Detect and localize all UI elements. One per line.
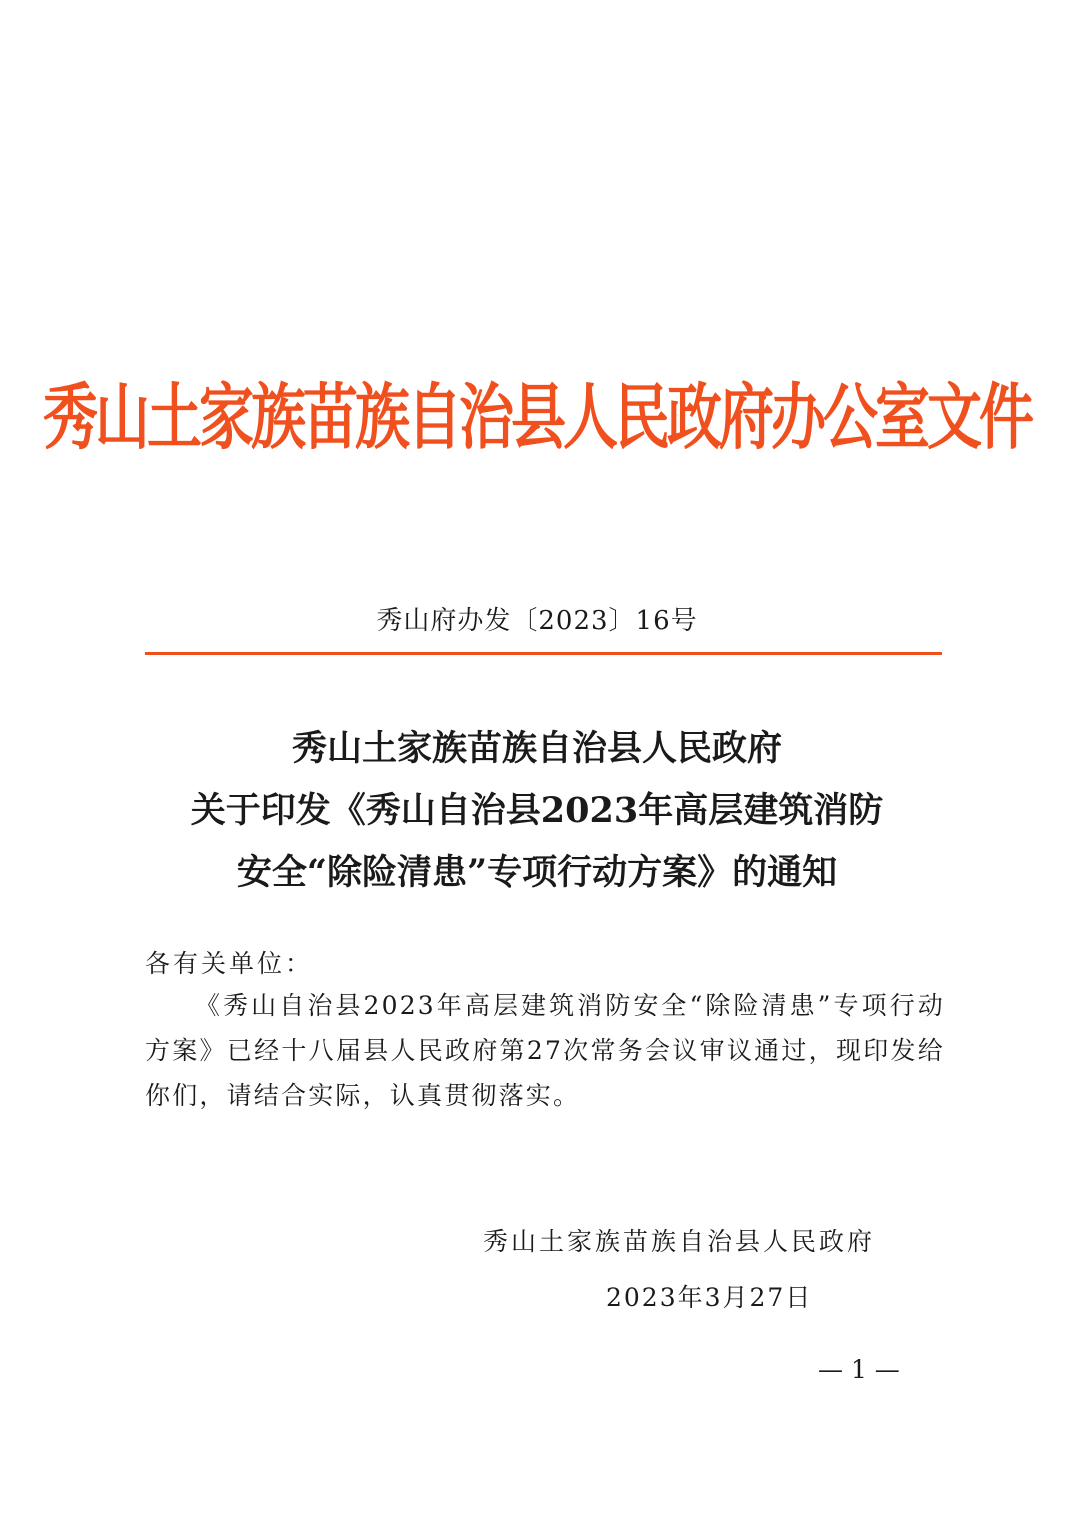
body-text	[145, 983, 945, 1118]
issue-date: 2023年3月27日	[606, 1283, 813, 1312]
document-number: 秀山府办发〔2023〕16号	[376, 606, 698, 636]
title-line-1: 秀山土家族苗族自治县人民政府	[291, 728, 782, 769]
issuer-signature: 秀山土家族苗族自治县人民政府	[483, 1227, 876, 1256]
page-number: — 1 —	[818, 1355, 900, 1384]
salutation: 各有关单位：	[145, 949, 314, 978]
red-divider-line	[145, 652, 942, 655]
body-paragraph: 《秀山自治县2023年高层建筑消防安全“除险清患”专项行动方案》已经十八届县人民政府第27次常务会议审议通过，现印发给你们，请结合实际，认真贯彻落实。	[145, 991, 945, 1110]
masthead-title: 秀山土家族苗族自治县人民政府办公室文件	[42, 375, 1031, 459]
document-title	[0, 718, 1074, 904]
title-line-3: 安全“除险清患”专项行动方案》的通知	[236, 852, 838, 893]
title-line-2: 关于印发《秀山自治县2023年高层建筑消防	[190, 790, 884, 831]
